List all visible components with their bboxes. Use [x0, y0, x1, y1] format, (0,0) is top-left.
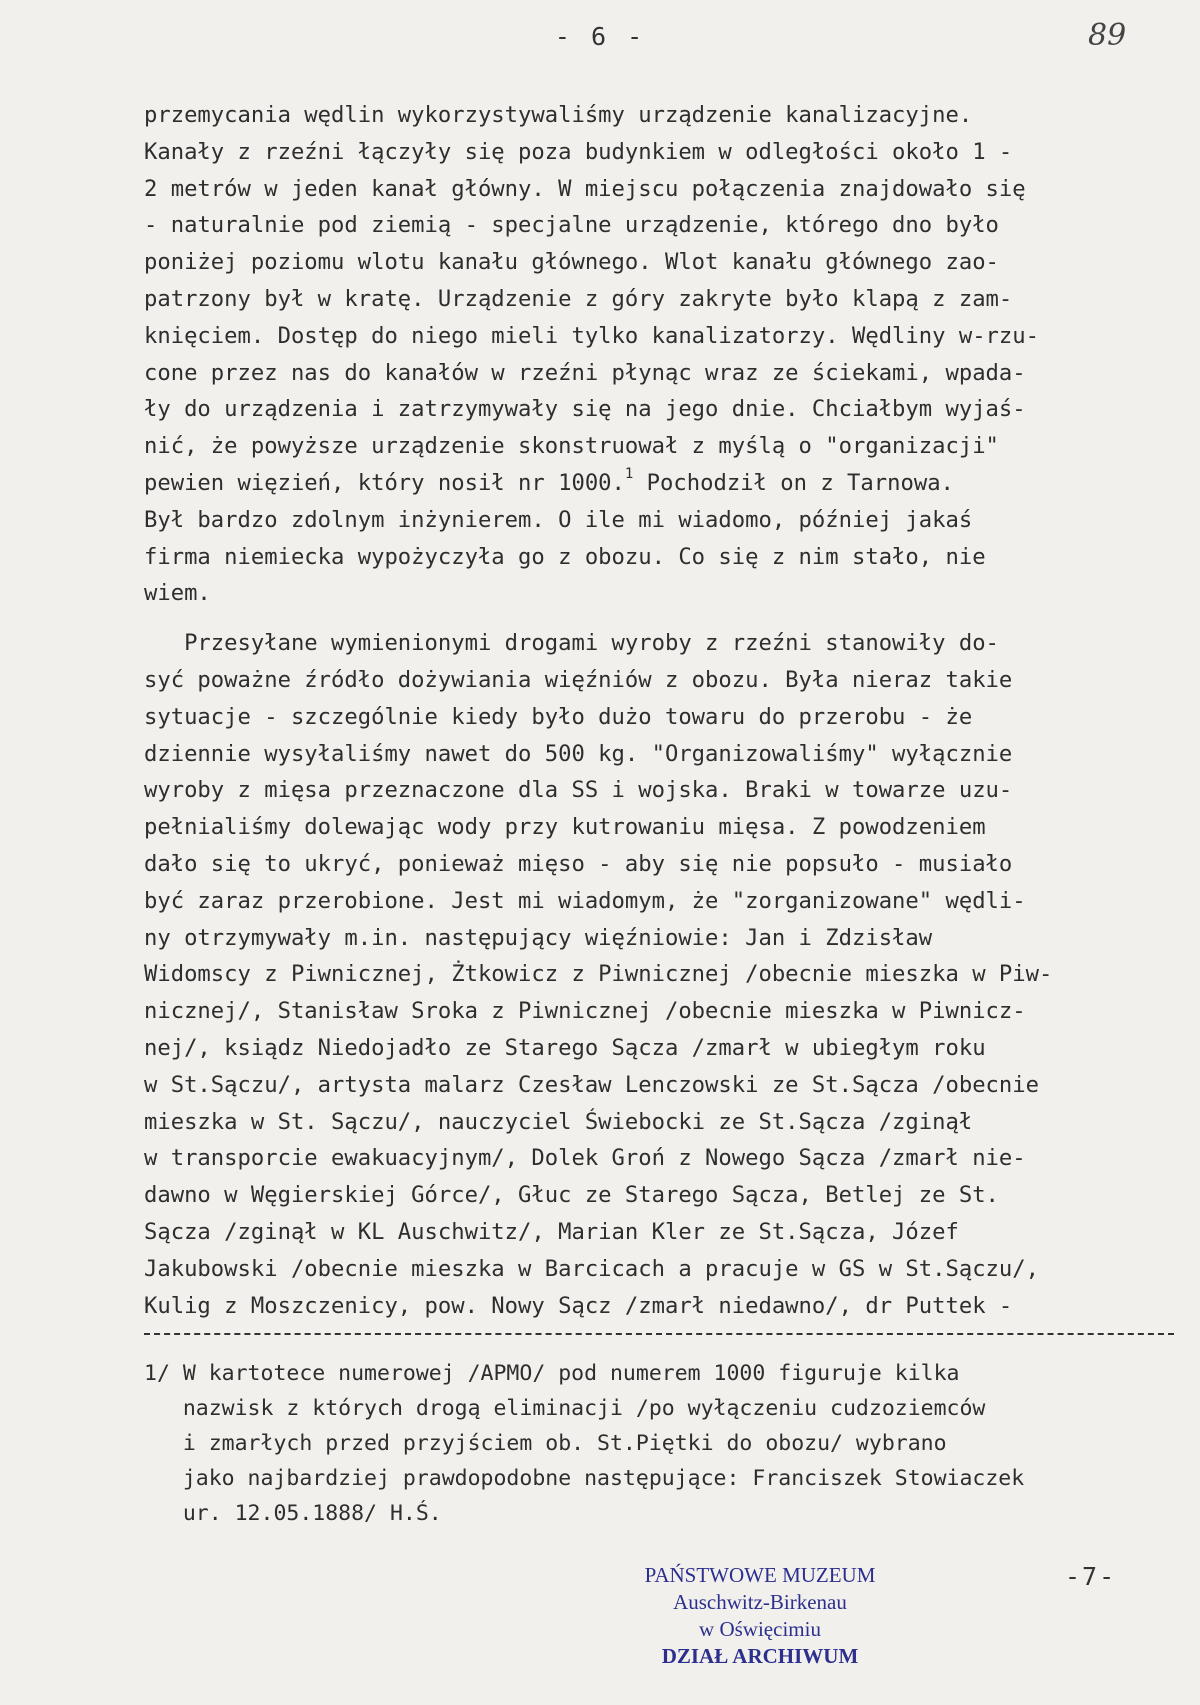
text-line: Kulig z Moszczenicy, pow. Nowy Sącz /zmarł niedawno/, dr Puttek - [144, 1292, 1013, 1319]
footnote-line: i zmarłych przed przyjściem ob. St.Piętki do obozu/ wybrano [144, 1431, 947, 1456]
stamp-line: DZIAŁ ARCHIWUM [661, 1644, 859, 1668]
next-page-marker: -7- [1065, 1562, 1117, 1591]
text-line: ny otrzymywały m.in. następujący więźniowie: Jan i Zdzisław [144, 924, 933, 951]
text-line: Jakubowski /obecnie mieszka w Barcicach a pracuje w GS w St.Sączu/, [144, 1255, 1039, 1282]
footnote-separator [144, 1333, 1174, 1335]
footnote [144, 1356, 1184, 1531]
text-line: Sącza /zginął w KL Auschwitz/, Marian Kler ze St.Sącza, Józef [144, 1218, 959, 1245]
footnote-line: jako najbardziej prawdopodobne następujące: Franciszek Stowiaczek [144, 1466, 1025, 1491]
archive-stamp [615, 1562, 905, 1670]
text-line: Widomscy z Piwnicznej, Żtkowicz z Piwnicznej /obecnie mieszka w Piw- [144, 961, 1053, 988]
text-line: dawno w Węgierskiej Górce/, Głuc ze Starego Sącza, Betlej ze St. [144, 1182, 999, 1209]
text-line: przemycania wędlin wykorzystywaliśmy urządzenie kanalizacyjne. [144, 102, 973, 128]
text-line: sytuacje - szczególnie kiedy było dużo towaru do przerobu - że [144, 703, 973, 730]
stamp-line: w Oświęcimiu [699, 1617, 821, 1641]
text-line: firma niemiecka wypożyczyła go z obozu. Co się z nim stało, nie [144, 543, 986, 570]
text-line: ły do urządzenia i zatrzymywały się na jego dnie. Chciałbym wyjaś- [144, 396, 1026, 423]
footnote-line: 1/ W kartotece numerowej /APMO/ pod numerem 1000 figuruje kilka [144, 1361, 960, 1386]
text-line: Kanały z rzeźni łączyły się poza budynkiem w odległości około 1 - [144, 138, 1013, 165]
text-line: w St.Sączu/, artysta malarz Czesław Lenczowski ze St.Sącza /obecnie [144, 1071, 1039, 1098]
footnote-line: nazwisk z których drogą eliminacji /po wyłączeniu cudzoziemców [144, 1396, 986, 1421]
page-number: - 6 - [554, 22, 646, 51]
text-line: poniżej poziomu wlotu kanału głównego. Wlot kanału głównego zao- [144, 249, 999, 276]
text-line: nej/, ksiądz Niedojadło ze Starego Sącza /zmarł w ubiegłym roku [144, 1034, 986, 1061]
text-line-with-footnote [144, 465, 1174, 502]
text-line: mieszka w St. Sączu/, nauczyciel Świebocki ze St.Sącza /zginął [144, 1108, 973, 1135]
text-line: knięciem. Dostęp do niego mieli tylko kanalizatorzy. Wędliny w-rzu- [144, 322, 1039, 349]
text-line: syć poważne źródło dożywiania więźniów z obozu. Była nieraz takie [144, 666, 1013, 693]
text-line: nicznej/, Stanisław Sroka z Piwnicznej /obecnie mieszka w Piwnicz- [144, 998, 1026, 1025]
text-line: - naturalnie pod ziemią - specjalne urządzenie, którego dno było [144, 212, 999, 239]
text-line: w transporcie ewakuacyjnym/, Dolek Groń z Nowego Sącza /zmarł nie- [144, 1145, 1026, 1172]
text-line: być zaraz przerobione. Jest mi wiadomym, że "zorganizowane" wędli- [144, 887, 1026, 914]
text-line: 2 metrów w jeden kanał główny. W miejscu połączenia znajdowało się [144, 175, 1026, 202]
footnote-line: ur. 12.05.1888/ H.Ś. [144, 1501, 442, 1526]
text-line: wyroby z mięsa przeznaczone dla SS i wojska. Braki w towarze uzu- [144, 777, 1013, 804]
text-line: pełnialiśmy dolewając wody przy kutrowaniu mięsa. Z powodzeniem [144, 814, 986, 841]
text-segment: Pochodził on z Tarnowa. [633, 469, 954, 496]
text-line: dało się to ukryć, ponieważ mięso - aby się nie popsuło - musiało [144, 850, 1013, 877]
handwritten-archive-number: 89 [1088, 18, 1127, 53]
text-line: cone przez nas do kanałów w rzeźni płynąc wraz ze ściekami, wpada- [144, 359, 1026, 386]
stamp-line: PAŃSTWOWE MUZEUM [644, 1563, 876, 1587]
paragraph-gap [144, 612, 1174, 625]
text-line: wiem. [144, 580, 211, 607]
text-segment: pewien więzień, który nosił nr 1000. [144, 469, 625, 496]
text-line: patrzony był w kratę. Urządzenie z góry zakryte było klapą z zam- [144, 285, 1013, 312]
text-line: dziennie wysyłaliśmy nawet do 500 kg. "Organizowaliśmy" wyłącznie [144, 740, 1013, 767]
body-text [144, 97, 1174, 1324]
text-line: Przesyłane wymienionymi drogami wyroby z rzeźni stanowiły do- [144, 630, 999, 657]
stamp-line: Auschwitz-Birkenau [673, 1590, 847, 1614]
text-line: Był bardzo zdolnym inżynierem. O ile mi wiadomo, później jakaś [144, 506, 973, 533]
footnote-marker: 1 [624, 465, 634, 482]
text-line: nić, że powyższe urządzenie skonstruował z myślą o "organizacji" [144, 433, 999, 460]
